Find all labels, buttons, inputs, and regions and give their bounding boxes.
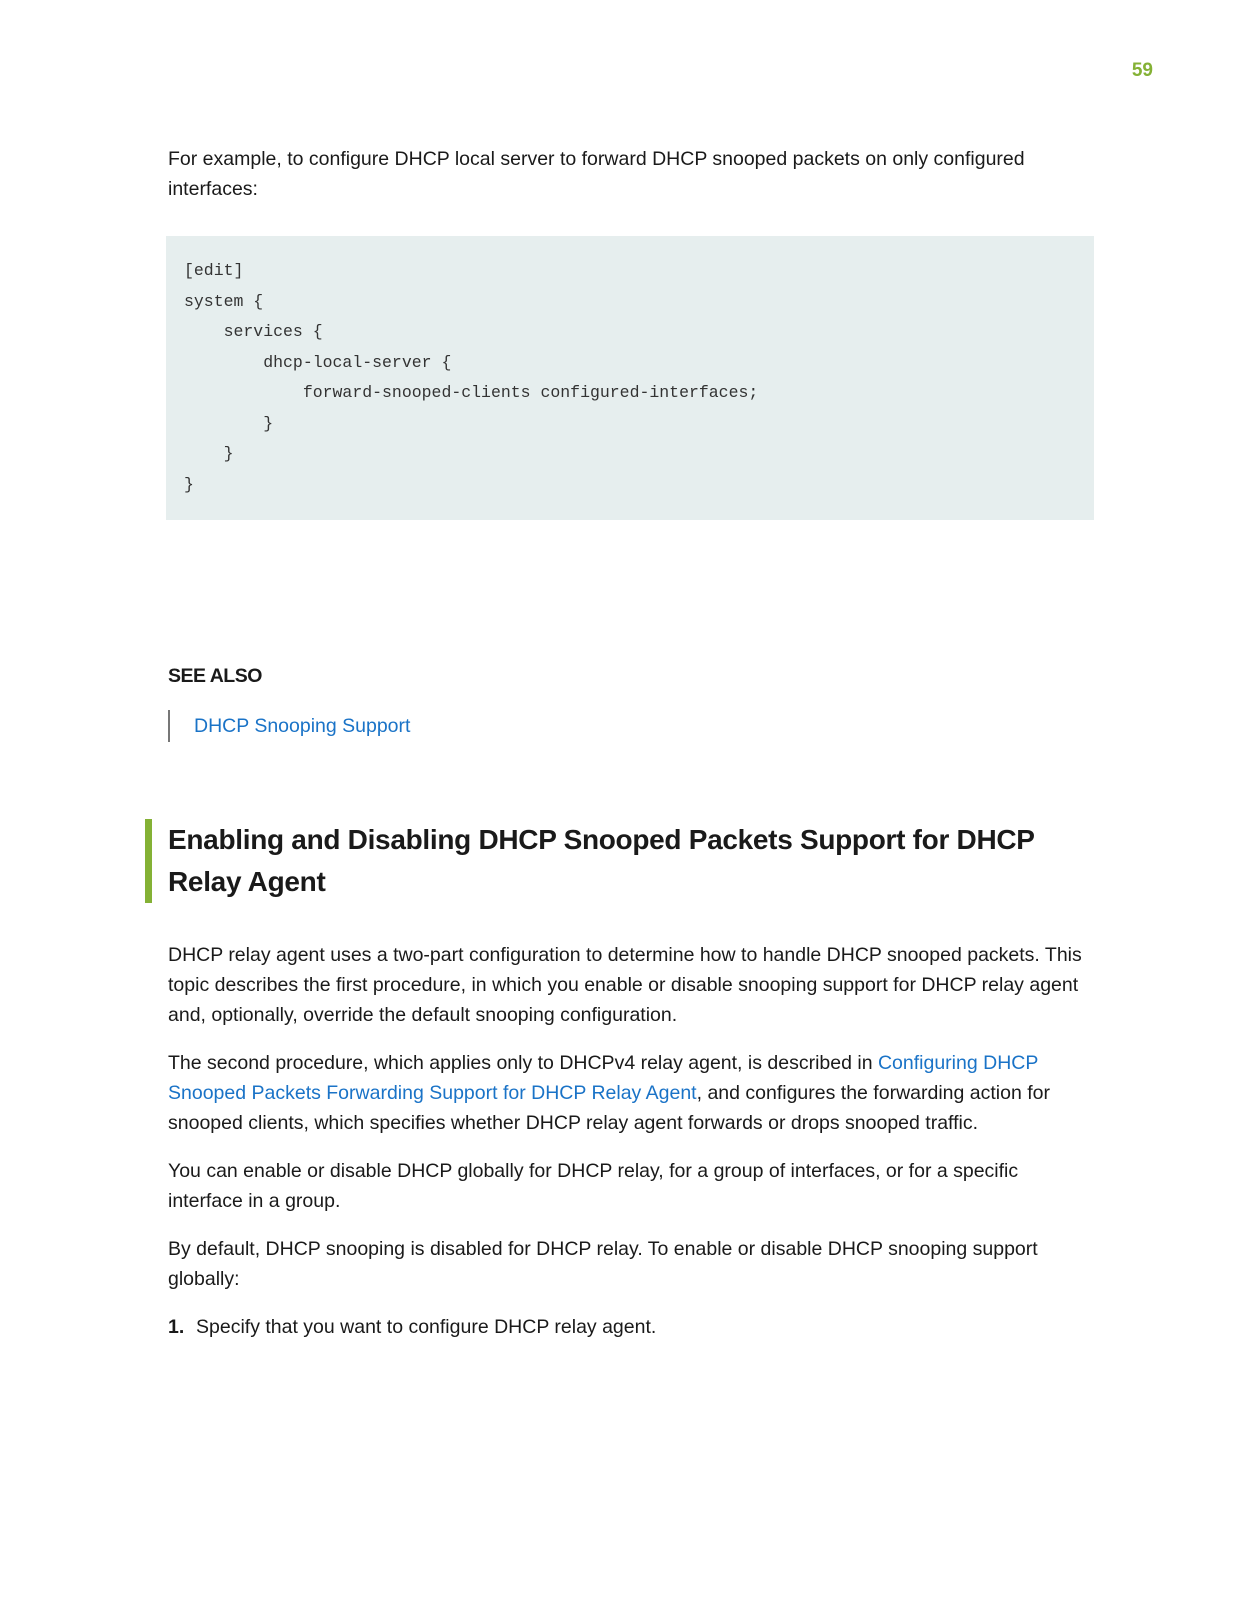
- code-line: forward-snooped-clients configured-interfaces;: [184, 383, 759, 402]
- paragraph-enable-disable-scope: You can enable or disable DHCP globally for DHCP relay, for a group of interfaces, or for a specific interface in a group.: [168, 1160, 1019, 1212]
- code-line: }: [184, 413, 274, 433]
- paragraph-text: , and configures the forwarding action for snooped clients, which specifies whether DHCP relay agent forwards or drops snooped traffic.: [168, 1082, 1050, 1134]
- code-block: [166, 236, 1094, 520]
- see-also-list: [168, 710, 410, 742]
- section-title: Enabling and Disabling DHCP Snooped Packets Support for DHCP Relay Agent: [168, 824, 1035, 897]
- procedure-step: [168, 1312, 1093, 1342]
- see-also-title: SEE ALSO: [168, 665, 262, 687]
- paragraph-text: The second procedure, which applies only to DHCPv4 relay agent, is described in: [168, 1052, 878, 1074]
- paragraph-two-part-config: DHCP relay agent uses a two-part configuration to determine how to handle DHCP snooped packets. This topic describes the first procedure, in which you enable or disable snooping support for DHCP relay agent and, optionally, override the default snooping configuration.: [168, 944, 1082, 1026]
- page-number: 59: [1131, 60, 1153, 81]
- code-line: }: [184, 444, 234, 463]
- step-text: Specify that you want to configure DHCP relay agent.: [196, 1316, 657, 1338]
- paragraph-default-disabled: By default, DHCP snooping is disabled for DHCP relay. To enable or disable DHCP snooping support globally:: [168, 1238, 1038, 1290]
- see-also-section: [168, 665, 410, 742]
- see-also-link-dhcp-snooping-support[interactable]: DHCP Snooping Support: [194, 714, 411, 737]
- code-line: dhcp-local-server {: [184, 352, 452, 372]
- section-heading-block: [145, 819, 1095, 903]
- code-line: services {: [184, 322, 323, 341]
- code-line: [edit]: [184, 261, 244, 280]
- configuring-snooped-forwarding-link[interactable]: Configuring DHCP Snooped Packets Forwarding Support for DHCP Relay Agent: [168, 1052, 1039, 1104]
- code-line: }: [184, 474, 194, 494]
- code-line: system {: [184, 291, 264, 311]
- step-number: 1.: [168, 1316, 185, 1338]
- intro-paragraph: For example, to configure DHCP local server to forward DHCP snooped packets on only configured interfaces:: [168, 148, 1025, 200]
- intro-section: [168, 144, 1093, 204]
- paragraph-second-procedure: [168, 1048, 1093, 1138]
- section-body: [168, 940, 1093, 1342]
